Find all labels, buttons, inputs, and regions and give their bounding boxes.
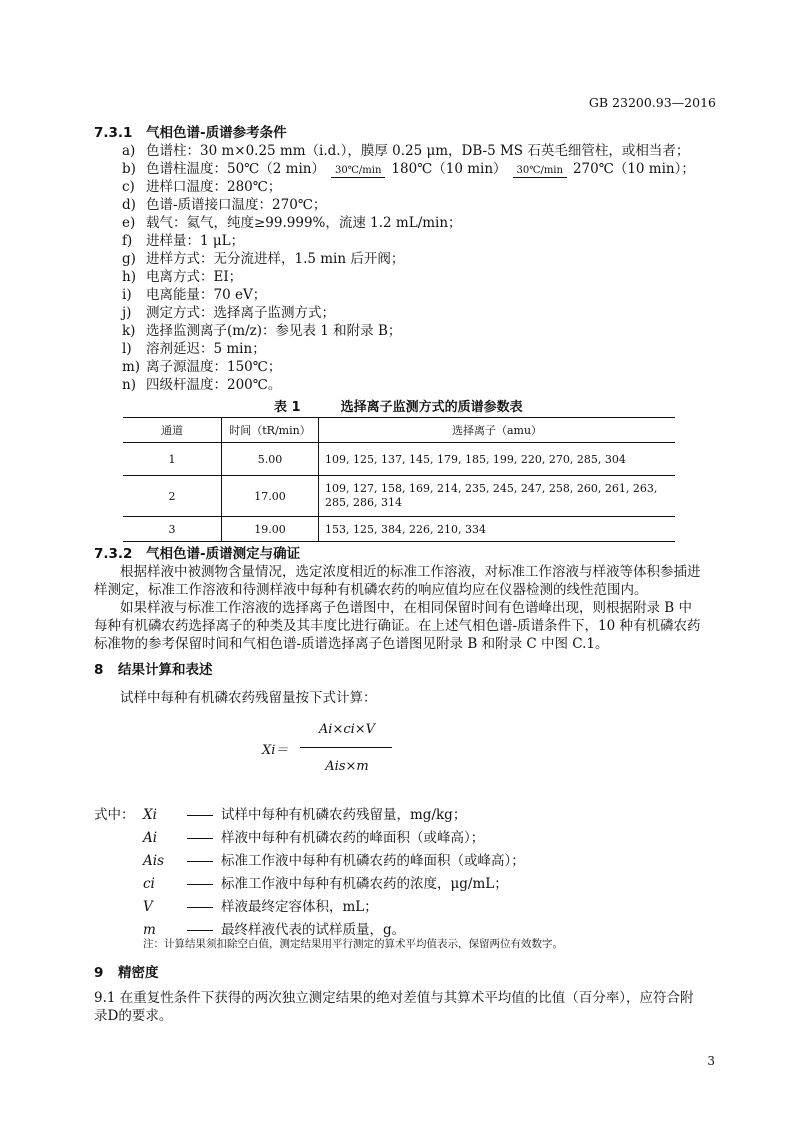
list-item: m) 离子源温度：150℃； [122,359,282,375]
definition-row: m 最终样液代表的试样质量，g。 [143,922,406,938]
page-number: 3 [707,1054,715,1068]
list-item: i) 电离能量：70 eV； [122,287,267,303]
list-item: l) 溶剂延迟：5 min； [122,341,266,357]
section-number: 7.3.2 [94,546,133,562]
definition-row: Xi 试样中每种有机磷农药残留量，mg/kg； [143,807,467,823]
list-item: c) 进样口温度：280℃； [122,179,282,195]
list-item: j) 测定方式：选择离子监测方式； [122,305,335,321]
list-item-column-temperature: b) 色谱柱温度：50℃（2 min） 30℃/min 180℃（10 min） 30℃/min 270℃（10 min）； [122,161,695,177]
list-item: e) 载气：氦气，纯度≥99.999%，流速 1.2 mL/min； [122,215,462,231]
list-item: n) 四级杆温度：200℃。 [122,377,282,393]
definition-row: ci 标准工作液中每种有机磷农药的浓度，μg/mL； [143,876,508,892]
definition-row: Ais 标准工作液中每种有机磷农药的峰面积（或峰高）； [143,853,525,869]
section-7-3-2-heading [94,542,300,562]
table-header-row [123,418,675,443]
paragraph-line: 9.1 在重复性条件下获得的两次独立测定结果的绝对差值与其算术平均值的比值（百分率），应符合附 [94,990,694,1006]
list-item: d) 色谱-质谱接口温度：270℃； [122,197,327,213]
paragraph-line: 标准物的参考保留时间和气相色谱-质谱选择离子色谱图见附录 B 和附录 C 中图 C.1。 [94,636,609,652]
calculation-note: 注：计算结果须扣除空白值，测定结果用平行测定的算术平均值表示，保留两位有效数字。 [143,938,563,950]
header-time: 时间（tR/min） [222,418,319,443]
fraction-bar [300,747,392,748]
standard-number: GB 23200.93—2016 [588,95,716,110]
section-title: 气相色谱-质谱测定与确证 [146,546,301,562]
paragraph-line: 根据样液中被测物含量情况，选定浓度相近的标准工作溶液，对标准工作溶液与样液等体积参插进 [120,564,701,580]
paragraph-line: 录D的要求。 [94,1008,173,1024]
paragraph-line: 样测定，标准工作溶液和待测样液中每种有机磷农药的响应值均应在仪器检测的线性范围内。 [94,582,648,598]
section-7-3-1-heading [94,121,287,141]
section-number: 9 [94,965,104,981]
table-row: 1 5.00 109, 125, 137, 145, 179, 185, 199, 220, 270, 285, 304 [123,443,675,476]
header-channel: 通道 [123,418,222,443]
list-item: h) 电离方式：EI； [122,269,243,285]
formula-denominator: Ais×m [325,759,369,774]
ramp-rate-1: 30℃/min [331,165,385,178]
table-row: 2 17.00 109, 127, 158, 169, 214, 235, 245, 247, 258, 260, 261, 263, 285, 286, 314 [123,476,675,517]
section-8-heading [94,658,213,678]
header-ions: 选择离子（amu） [319,418,676,443]
sim-parameters-table [123,417,675,542]
list-item: f) 进样量：1 μL； [122,233,245,249]
table-caption [274,396,523,415]
section-number: 7.3.1 [94,125,133,141]
paragraph-line: 每种有机磷农药选择离子的种类及其丰度比进行确证。在上述气相色谱-质谱条件下，10 种有机磷农药 [94,618,701,634]
ramp-rate-2: 30℃/min [513,165,567,178]
table-row: 3 19.00 153, 125, 384, 226, 210, 334 [123,517,675,542]
list-item: g) 进样方式：无分流进样，1.5 min 后开阀； [122,251,405,267]
section-9-heading [94,961,159,981]
formula-lhs: Xi＝ [262,743,289,758]
where-label: 式中： [94,807,135,823]
paragraph-line: 如果样液与标准工作溶液的选择离子色谱图中，在相同保留时间有色谱峰出现，则根据附录 B 中 [120,600,693,616]
formula-intro: 试样中每种有机磷农药残留量按下式计算： [120,690,377,706]
list-item: k) 选择监测离子(m/z)：参见表 1 和附录 B； [122,323,402,339]
table-title: 选择离子监测方式的质谱参数表 [340,400,523,415]
table-label: 表 1 [274,400,301,415]
formula-numerator: Ai×ci×V [318,722,376,737]
definition-row: V 样液最终定容体积，mL； [143,899,378,915]
section-title: 结果计算和表述 [118,662,213,678]
section-title: 气相色谱-质谱参考条件 [146,125,287,141]
section-number: 8 [94,662,104,678]
section-title: 精密度 [118,965,159,981]
definition-row: Ai 样液中每种有机磷农药的峰面积（或峰高）； [143,830,485,846]
list-item: a) 色谱柱：30 m×0.25 mm（i.d.），膜厚 0.25 μm，DB-5 MS 石英毛细管柱，或相当者； [122,143,690,159]
